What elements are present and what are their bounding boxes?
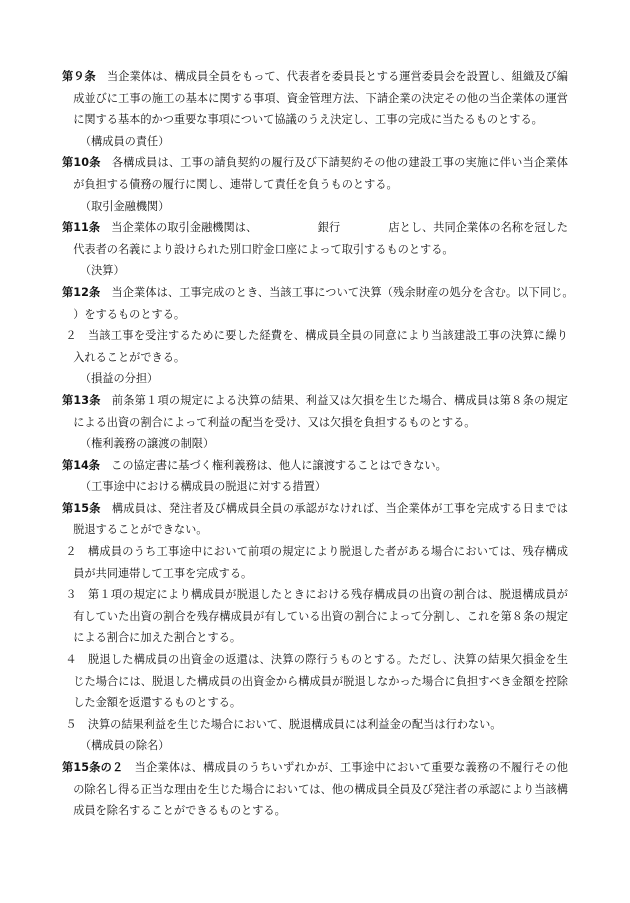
article-text: 当企業体は、構成員のうちいずれかが、工事途中において重要な義務の不履行その他の除名し得る正当な理由を生じた場合においては、他の構成員全員及び発注者の承認により当該構成員を除名することができるものとする。 xyxy=(73,761,568,818)
item-text: 脱退した構成員の出資金の返還は、決算の際行うものとする。ただし、決算の結果欠損金を生じた場合には、脱退した構成員の出資金から構成員が脱退しなかった場合に負担すべき金額を控除した金額を返還するものとする。 xyxy=(73,653,568,710)
article-text: 各構成員は、工事の請負契約の履行及び下請契約その他の建設工事の実施に伴い当企業体が負担する債務の履行に関し、連帯して責任を負うものとする。 xyxy=(73,156,568,191)
item-number: ２ xyxy=(65,545,77,559)
heading-transfer-restriction: （権利義務の譲渡の制限） xyxy=(79,437,215,451)
article-text: 当企業体は、工事完成のとき、当該工事について決算（残余財産の処分を含む。以下同じ。）をするものとする。 xyxy=(73,285,568,321)
heading-profit-loss: （損益の分担） xyxy=(79,372,159,386)
heading-member-expulsion: （構成員の除名） xyxy=(79,739,170,753)
branch-text: 店とし、共同企業体の名称を冠した代表者の名義により設けられた別口貯金口座によって取引するものとする。 xyxy=(73,221,568,256)
article-number: 第13条 xyxy=(62,393,101,407)
article-15-item-3 xyxy=(62,584,568,649)
article-15-item-2 xyxy=(62,541,568,584)
article-9 xyxy=(62,66,568,131)
article-number: 第15条の２ xyxy=(62,761,124,774)
article-number: 第11条 xyxy=(62,221,101,235)
item-text: 第１項の規定により構成員が脱退したときにおける残存構成員の出資の割合は、脱退構成員が有していた出資の割合を残存構成員が有している出資の割合によって分割し、これを第８条の規定による割合に加えた割合とする。 xyxy=(73,588,568,645)
article-text: 当企業体の取引金融機関は、 xyxy=(111,221,258,235)
heading-member-withdrawal: （工事途中における構成員の脱退に対する措置） xyxy=(79,480,327,494)
item-text: 当該工事を受注するために要した経費を、構成員全員の同意により当該建設工事の決算に繰り入れることができる。 xyxy=(73,329,568,364)
item-number: ３ xyxy=(65,588,77,602)
heading-financial-institution: （取引金融機関） xyxy=(79,199,170,213)
heading-member-responsibility: （構成員の責任） xyxy=(79,134,170,148)
heading-settlement: （決算） xyxy=(79,264,125,278)
bank-label: 銀行 xyxy=(317,221,341,235)
article-15-item-5 xyxy=(62,714,568,736)
item-text: 決算の結果利益を生じた場合において、脱退構成員には利益金の配当は行わない。 xyxy=(87,717,502,731)
article-15-2 xyxy=(62,757,568,822)
article-number: 第12条 xyxy=(62,285,101,299)
item-number: ２ xyxy=(65,329,77,343)
article-12-item-2 xyxy=(62,325,568,368)
document-page xyxy=(62,66,568,822)
article-10 xyxy=(62,152,568,195)
article-number: 第15条 xyxy=(62,501,101,515)
article-text: この協定書に基づく権利義務は、他人に譲渡することはできない。 xyxy=(111,458,447,472)
article-14 xyxy=(62,455,568,477)
article-text: 構成員は、発注者及び構成員全員の承認がなければ、当企業体が工事を完成する日までは脱退することができない。 xyxy=(73,501,568,537)
item-text: 構成員のうち工事途中において前項の規定により脱退した者がある場合においては、残存構成員が共同連帯して工事を完成する。 xyxy=(73,545,568,580)
article-number: 第９条 xyxy=(62,70,96,83)
item-number: ４ xyxy=(65,653,77,667)
article-text: 当企業体は、構成員全員をもって、代表者を委員長とする運営委員会を設置し、組織及び編成並びに工事の施工の基本に関する事項、資金管理方法、下請企業の決定その他の当企業体の運営に関する基本的かつ重要な事項について協議のうえ決定し、工事の完成に当たるものとする。 xyxy=(73,70,568,127)
article-text: 前条第１項の規定による決算の結果、利益又は欠損を生じた場合、構成員は第８条の規定による出資の割合によって利益の配当を受け、又は欠損を負担するものとする。 xyxy=(73,393,568,429)
article-15-item-4 xyxy=(62,649,568,714)
article-13 xyxy=(62,390,568,433)
article-12 xyxy=(62,282,568,325)
article-15 xyxy=(62,498,568,541)
article-11 xyxy=(62,217,568,260)
item-number: ５ xyxy=(65,717,77,731)
article-number: 第14条 xyxy=(62,458,100,472)
article-number: 第10条 xyxy=(62,156,101,170)
